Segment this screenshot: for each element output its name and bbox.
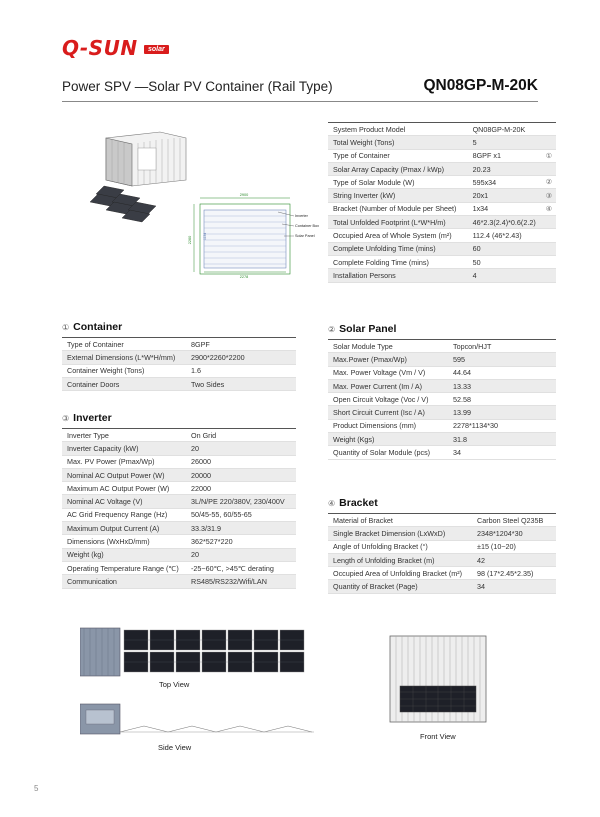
front-view-caption: Front View — [420, 732, 456, 741]
spec-value: 595 — [448, 353, 556, 366]
table-row — [328, 540, 556, 553]
spec-key: Container Weight (Tons) — [62, 364, 186, 377]
spec-key: Weight (kg) — [62, 548, 186, 561]
drawing-width-label: 2900 — [239, 193, 249, 197]
container-section-title — [62, 321, 122, 333]
spec-value: 98 (17*2.45*2.35) — [472, 567, 556, 580]
table-row — [328, 229, 556, 242]
spec-value: 362*527*220 — [186, 535, 296, 548]
section-number: ④ — [328, 499, 336, 508]
spec-value: 34 — [472, 580, 556, 593]
spec-key: Complete Unfolding Time (mins) — [328, 242, 468, 255]
table-row — [328, 216, 556, 229]
table-row — [328, 446, 556, 459]
table-row — [62, 535, 296, 548]
spec-value: 2348*1204*30 — [472, 527, 556, 540]
spec-key: Occupied Area of Unfolding Bracket (m²) — [328, 567, 472, 580]
table-row — [328, 433, 556, 446]
spec-value: 2900*2260*2200 — [186, 351, 296, 364]
spec-value: 20.23 — [468, 162, 541, 175]
spec-key: Quantity of Solar Module (pcs) — [328, 446, 448, 459]
table-row — [328, 202, 556, 215]
table-row — [62, 455, 296, 468]
table-row — [328, 176, 556, 189]
table-row — [328, 393, 556, 406]
spec-value: RS485/RS232/Wifi/LAN — [186, 575, 296, 588]
section-label: Container — [73, 321, 123, 333]
inverter-spec-table — [62, 428, 296, 589]
spec-key: Installation Persons — [328, 269, 468, 282]
top-view-illustration — [80, 626, 320, 678]
spec-key: Single Bracket Dimension (LxWxD) — [328, 527, 472, 540]
table-row — [62, 468, 296, 481]
table-row — [328, 255, 556, 268]
spec-value: QN08GP-M-20K — [468, 123, 541, 136]
spec-key: Max.Power (Pmax/Wp) — [328, 353, 448, 366]
spec-value: 20 — [186, 442, 296, 455]
section-label: Bracket — [339, 497, 378, 509]
spec-value: 50/45-55, 60/55-65 — [186, 508, 296, 521]
table-row — [62, 442, 296, 455]
inverter-section-title — [62, 412, 112, 424]
title-divider — [62, 101, 538, 102]
solar-panel-section-title — [328, 323, 396, 335]
spec-key: Type of Container — [62, 338, 186, 351]
spec-value: 2278*1134*30 — [448, 419, 556, 432]
spec-ref — [541, 123, 556, 136]
table-row — [328, 269, 556, 282]
spec-ref — [541, 242, 556, 255]
spec-key: Inverter Capacity (kW) — [62, 442, 186, 455]
spec-key: Operating Temperature Range (℃) — [62, 561, 186, 574]
drawing-side-label: 1134 — [203, 232, 207, 240]
spec-value: On Grid — [186, 429, 296, 442]
section-label: Inverter — [73, 412, 112, 424]
spec-value: Topcon/HJT — [448, 340, 556, 353]
table-row — [328, 242, 556, 255]
solar-panel-spec-table — [328, 339, 556, 460]
spec-key: Angle of Unfolding Bracket (°) — [328, 540, 472, 553]
spec-value: 1x34 — [468, 202, 541, 215]
spec-key: Maximum AC Output Power (W) — [62, 482, 186, 495]
spec-key: Quantity of Bracket (Page) — [328, 580, 472, 593]
brand-logo — [62, 36, 182, 60]
front-view-illustration — [388, 634, 488, 726]
spec-key: Length of Unfolding Bracket (m) — [328, 553, 472, 566]
table-row — [62, 338, 296, 351]
table-row — [328, 514, 556, 527]
spec-key: Type of Container — [328, 149, 468, 162]
table-row — [328, 553, 556, 566]
table-row — [328, 580, 556, 593]
spec-value: 22000 — [186, 482, 296, 495]
table-row — [328, 527, 556, 540]
container-spec-table — [62, 337, 296, 391]
spec-value: ±15 (10~20) — [472, 540, 556, 553]
spec-key: String Inverter (kW) — [328, 189, 468, 202]
section-label: Solar Panel — [339, 323, 397, 335]
spec-value: 52.58 — [448, 393, 556, 406]
spec-value: 1.6 — [186, 364, 296, 377]
table-row — [62, 482, 296, 495]
callout-container-box: Container Box — [295, 224, 320, 228]
spec-key: Material of Bracket — [328, 514, 472, 527]
spec-ref: ③ — [541, 189, 556, 202]
table-row — [62, 351, 296, 364]
table-row — [328, 189, 556, 202]
spec-value: 50 — [468, 255, 541, 268]
spec-key: Dimensions (WxHxD/mm) — [62, 535, 186, 548]
table-row — [62, 561, 296, 574]
callout-solar-panel: Solar Panel — [295, 234, 315, 238]
spec-ref — [541, 229, 556, 242]
spec-value: 8GPF x1 — [468, 149, 541, 162]
side-view-illustration — [80, 702, 320, 736]
table-row — [328, 419, 556, 432]
side-view-caption: Side View — [158, 743, 192, 752]
spec-ref — [541, 216, 556, 229]
spec-key: Occupied Area of Whole System (m²) — [328, 229, 468, 242]
container-technical-drawing — [186, 190, 326, 282]
spec-value: 44.64 — [448, 366, 556, 379]
spec-ref: ① — [541, 149, 556, 162]
table-row — [328, 136, 556, 149]
table-row — [62, 508, 296, 521]
table-row — [328, 567, 556, 580]
table-row — [328, 162, 556, 175]
table-row — [328, 379, 556, 392]
container-unfolded-illustration — [90, 124, 190, 224]
spec-key: System Product Model — [328, 123, 468, 136]
bracket-spec-table — [328, 513, 556, 594]
spec-value: 4 — [468, 269, 541, 282]
spec-key: Solar Module Type — [328, 340, 448, 353]
spec-key: Product Dimensions (mm) — [328, 419, 448, 432]
page-title: Power SPV —Solar PV Container (Rail Type) — [62, 79, 333, 94]
table-row — [328, 340, 556, 353]
spec-value: Carbon Steel Q235B — [472, 514, 556, 527]
table-row — [328, 149, 556, 162]
section-number: ③ — [62, 414, 70, 423]
spec-value: 26000 — [186, 455, 296, 468]
spec-key: Container Doors — [62, 377, 186, 390]
spec-value: 34 — [448, 446, 556, 459]
spec-key: Maximum Output Current (A) — [62, 522, 186, 535]
spec-key: Max. Power Voltage (Vm / V) — [328, 366, 448, 379]
table-row — [62, 575, 296, 588]
spec-key: Total Unfolded Footprint (L*W*H/m) — [328, 216, 468, 229]
spec-key: Open Circuit Voltage (Voc / V) — [328, 393, 448, 406]
spec-value: 60 — [468, 242, 541, 255]
spec-value: 33.3/31.9 — [186, 522, 296, 535]
spec-key: Bracket (Number of Module per Sheet) — [328, 202, 468, 215]
table-row — [328, 406, 556, 419]
spec-ref: ④ — [541, 202, 556, 215]
drawing-inner-label: 2278 — [239, 275, 249, 279]
table-row — [62, 429, 296, 442]
spec-ref — [541, 255, 556, 268]
spec-key: Max. Power Current (Im / A) — [328, 379, 448, 392]
spec-key: Max. PV Power (Pmax/Wp) — [62, 455, 186, 468]
spec-key: Nominal AC Voltage (V) — [62, 495, 186, 508]
spec-key: Type of Solar Module (W) — [328, 176, 468, 189]
table-row — [328, 353, 556, 366]
logo-sub-text: solar — [144, 45, 169, 54]
table-row — [62, 522, 296, 535]
table-row — [62, 548, 296, 561]
table-row — [62, 495, 296, 508]
spec-value: 20x1 — [468, 189, 541, 202]
spec-value: 13.99 — [448, 406, 556, 419]
table-row — [328, 123, 556, 136]
spec-value: 42 — [472, 553, 556, 566]
spec-ref — [541, 162, 556, 175]
drawing-height-label: 2260 — [188, 235, 192, 245]
callout-inverter: Inverter — [295, 214, 308, 218]
spec-value: 20 — [186, 548, 296, 561]
spec-key: AC Grid Frequency Range (Hz) — [62, 508, 186, 521]
spec-key: Solar Array Capacity (Pmax / kWp) — [328, 162, 468, 175]
spec-value: 5 — [468, 136, 541, 149]
spec-value: 46*2.3(2.4)*0.6(2.2) — [468, 216, 541, 229]
spec-key: Communication — [62, 575, 186, 588]
spec-key: External Dimensions (L*W*H/mm) — [62, 351, 186, 364]
spec-value: 595x34 — [468, 176, 541, 189]
spec-ref — [541, 269, 556, 282]
table-row — [62, 364, 296, 377]
table-row — [62, 377, 296, 390]
spec-value: 3L/N/PE 220/380V, 230/400V — [186, 495, 296, 508]
logo-brand-text: Q-SUN — [62, 36, 138, 60]
top-view-caption: Top View — [159, 680, 190, 689]
spec-value: -25~60℃, >45℃ derating — [186, 561, 296, 574]
bracket-section-title — [328, 497, 378, 509]
section-number: ② — [328, 325, 336, 334]
table-row — [328, 366, 556, 379]
spec-value: Two Sides — [186, 377, 296, 390]
system-spec-table — [328, 122, 556, 283]
spec-key: Short Circuit Current (Isc / A) — [328, 406, 448, 419]
spec-value: 20000 — [186, 468, 296, 481]
spec-value: 31.8 — [448, 433, 556, 446]
spec-ref — [541, 136, 556, 149]
spec-key: Weight (Kgs) — [328, 433, 448, 446]
spec-value: 112.4 (46*2.43) — [468, 229, 541, 242]
spec-value: 8GPF — [186, 338, 296, 351]
spec-key: Complete Folding Time (mins) — [328, 255, 468, 268]
spec-key: Total Weight (Tons) — [328, 136, 468, 149]
section-number: ① — [62, 323, 70, 332]
model-number: QN08GP-M-20K — [423, 77, 538, 94]
page-number: 5 — [34, 784, 39, 793]
spec-ref: ② — [541, 176, 556, 189]
spec-key: Nominal AC Output Power (W) — [62, 468, 186, 481]
spec-value: 13.33 — [448, 379, 556, 392]
spec-key: Inverter Type — [62, 429, 186, 442]
